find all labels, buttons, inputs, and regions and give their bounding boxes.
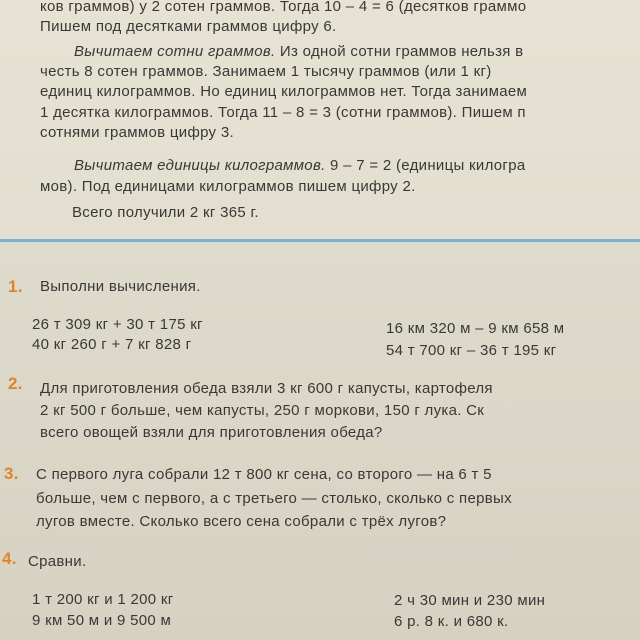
task-line: всего овощей взяли для приготовления обеда? [40, 424, 383, 441]
expression: 26 т 309 кг + 30 т 175 кг [32, 316, 203, 333]
task-title: Выполни вычисления. [40, 278, 201, 295]
rule-text: Из одной сотни граммов нельзя в [275, 43, 524, 60]
rule-text: 9 – 7 = 2 (единицы килогра [325, 157, 526, 174]
rule-line: Пишем под десятками граммов цифру 6. [40, 18, 337, 35]
rule-line: единиц килограммов. Но единиц килограммов нет. Тогда занимаем [40, 83, 528, 100]
expression: 54 т 700 кг – 36 т 195 кг [386, 342, 557, 359]
rule-line: сотнями граммов цифру 3. [40, 124, 234, 141]
rule-heading: Вычитаем единицы килограммов. [74, 157, 326, 174]
expression: 16 км 320 м – 9 км 658 м [386, 320, 565, 337]
comparison: 1 т 200 кг и 1 200 кг [32, 591, 174, 608]
task-line: лугов вместе. Сколько всего сена собрали с трёх лугов? [36, 513, 447, 530]
rule-line: 1 десятка килограммов. Тогда 11 – 8 = 3 (сотни граммов). Пишем п [40, 104, 526, 121]
task-number: 3. [4, 464, 19, 483]
rule-line: Всего получили 2 кг 365 г. [72, 204, 259, 221]
task-number: 2. [8, 374, 23, 393]
task-number: 1. [8, 277, 23, 296]
comparison: 9 км 50 м и 9 500 м [32, 612, 172, 629]
task-title: Сравни. [28, 553, 87, 570]
comparison: 2 ч 30 мин и 230 мин [394, 592, 546, 609]
rule-line: честь 8 сотен граммов. Занимаем 1 тысячу граммов (или 1 кг) [40, 63, 492, 80]
task-line: С первого луга собрали 12 т 800 кг сена, со второго — на 6 т 5 [36, 466, 492, 483]
rule-line [74, 157, 525, 174]
task-number: 4. [2, 549, 17, 568]
rule-line: ков граммов) у 2 сотен граммов. Тогда 10 – 4 = 6 (десятков граммо [40, 0, 527, 15]
task-line: больше, чем с первого, а с третьего — столько, сколько с первых [36, 490, 512, 507]
rule-heading: Вычитаем сотни граммов. [74, 43, 276, 60]
task-line: 2 кг 500 г больше, чем капусты, 250 г моркови, 150 г лука. Ск [40, 402, 485, 419]
rule-line [74, 43, 523, 60]
rule-line: мов). Под единицами килограммов пишем цифру 2. [40, 178, 416, 195]
task-line: Для приготовления обеда взяли 3 кг 600 г капусты, картофеля [40, 380, 493, 397]
comparison: 6 р. 8 к. и 680 к. [394, 613, 509, 630]
expression: 40 кг 260 г + 7 кг 828 г [32, 336, 192, 353]
